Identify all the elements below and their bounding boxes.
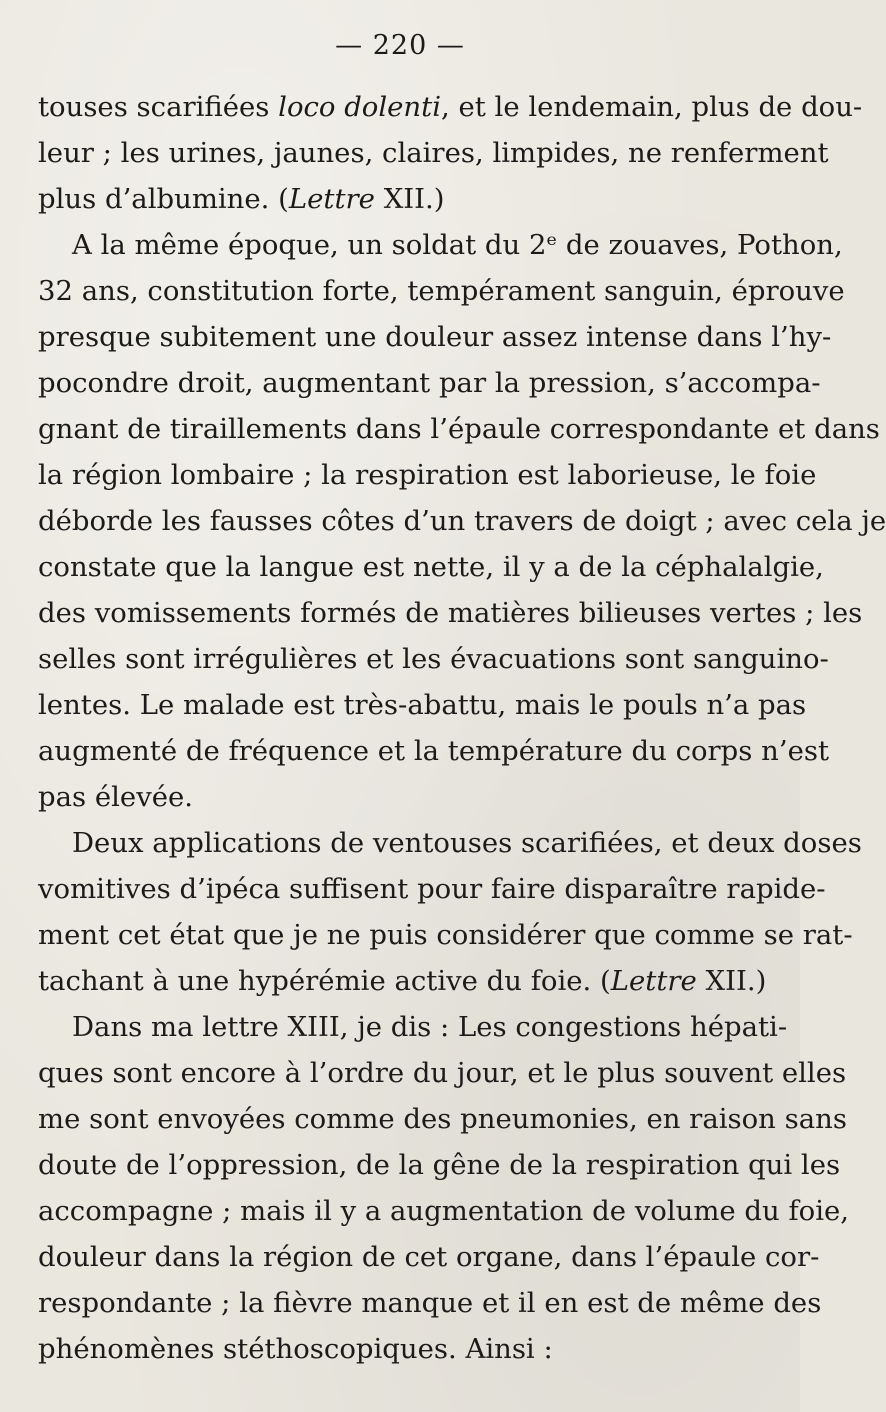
text-segment: ques sont encore à l’ordre du jour, et le plus souvent elles (38, 1057, 847, 1089)
text-line (38, 774, 730, 820)
text-segment: déborde les fausses côtes d’un travers de doigt ; avec cela je (38, 505, 886, 537)
text-segment: des vomissements formés de matières bilieuses vertes ; les (38, 597, 863, 629)
text-segment: presque subitement une douleur assez intense dans l’hy- (38, 321, 832, 353)
text-line (38, 728, 830, 774)
italic-text: loco dolenti (278, 91, 441, 123)
text-line (38, 1096, 847, 1142)
text-segment: respondante ; la fièvre manque et il en est de même des (38, 1287, 822, 1319)
text-segment: tachant à une hypérémie active du foie. ( (38, 965, 611, 997)
text-line (38, 1004, 788, 1050)
text-segment: pas élevée. (38, 781, 194, 813)
text-segment: augmenté de fréquence et la température du corps n’est (38, 735, 830, 767)
text-line (38, 544, 824, 590)
text-line (38, 130, 829, 176)
text-line (38, 268, 845, 314)
text-segment: douleur dans la région de cet organe, dans l’épaule cor- (38, 1241, 820, 1273)
text-line (38, 958, 767, 1004)
text-segment: 32 ans, constitution forte, tempérament sanguin, éprouve (38, 275, 845, 307)
text-segment: A la même époque, un soldat du 2ᵉ de zouaves, Pothon, (72, 229, 843, 261)
text-segment: XII.) (374, 183, 445, 215)
text-line (38, 222, 843, 268)
text-line (38, 912, 853, 958)
text-line (38, 406, 880, 452)
text-line (38, 1280, 822, 1326)
page-number: — 220 — (335, 30, 465, 61)
text-segment: leur ; les urines, jaunes, claires, limpides, ne renferment (38, 137, 829, 169)
text-segment: ment cet état que je ne puis considérer que comme se rat- (38, 919, 853, 951)
text-line (38, 498, 886, 544)
text-segment: phénomènes stéthoscopiques. Ainsi : (38, 1333, 553, 1365)
text-line (38, 84, 863, 130)
text-line (38, 360, 821, 406)
text-line (38, 176, 730, 222)
text-line (38, 866, 826, 912)
body-text (38, 84, 886, 1372)
text-segment: pocondre droit, augmentant par la pression, s’accompa- (38, 367, 821, 399)
text-line (38, 682, 807, 728)
text-line (38, 452, 817, 498)
text-segment: gnant de tiraillements dans l’épaule correspondante et dans (38, 413, 880, 445)
text-segment: la région lombaire ; la respiration est laborieuse, le foie (38, 459, 817, 491)
text-segment: , et le lendemain, plus de dou- (441, 91, 863, 123)
text-segment: doute de l’oppression, de la gêne de la respiration qui les (38, 1149, 841, 1181)
text-line (38, 1326, 730, 1372)
text-segment: selles sont irrégulières et les évacuations sont sanguino- (38, 643, 829, 675)
text-segment: constate que la langue est nette, il y a de la céphalalgie, (38, 551, 824, 583)
text-segment: me sont envoyées comme des pneumonies, en raison sans (38, 1103, 847, 1135)
text-line (38, 820, 862, 866)
text-line (38, 1234, 820, 1280)
text-segment: vomitives d’ipéca suffisent pour faire disparaître rapide- (38, 873, 826, 905)
text-line (38, 314, 832, 360)
text-segment: Deux applications de ventouses scarifiées, et deux doses (72, 827, 862, 859)
text-segment: plus d’albumine. ( (38, 183, 289, 215)
italic-text: Lettre (288, 183, 375, 215)
text-line (38, 1050, 847, 1096)
text-line (38, 590, 863, 636)
italic-text: Lettre (610, 965, 697, 997)
text-segment: accompagne ; mais il y a augmentation de volume du foie, (38, 1195, 850, 1227)
text-segment: lentes. Le malade est très-abattu, mais le pouls n’a pas (38, 689, 807, 721)
text-line (38, 1142, 841, 1188)
text-segment: Dans ma lettre XIII, je dis : Les congestions hépati- (72, 1011, 788, 1043)
text-line (38, 636, 829, 682)
text-line (38, 1188, 850, 1234)
text-segment: touses scarifiées (38, 91, 279, 123)
text-segment: XII.) (696, 965, 767, 997)
